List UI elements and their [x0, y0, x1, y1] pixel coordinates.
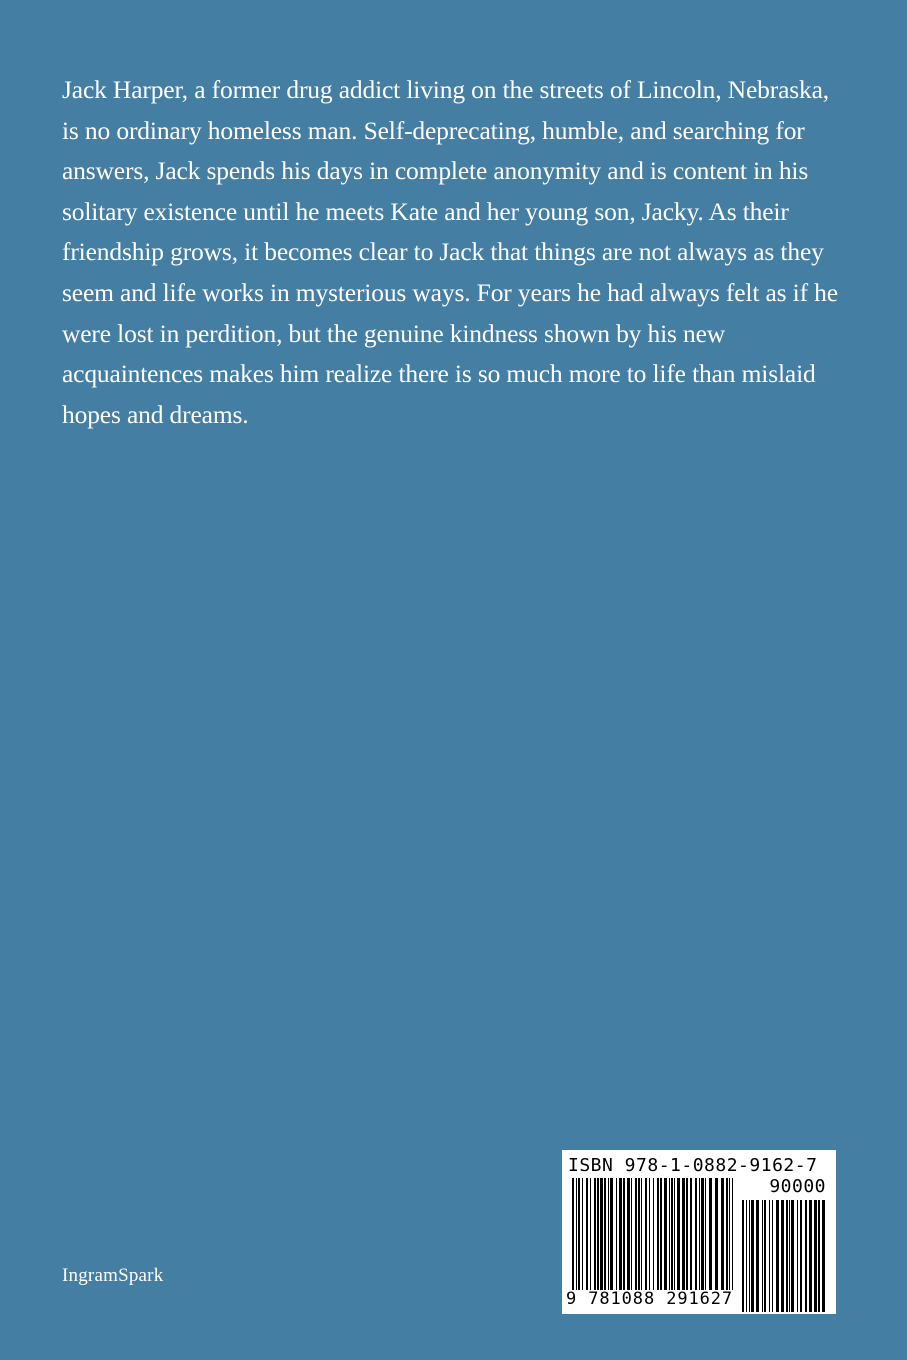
blurb-line: were lost in perdition, but the genuine kindness shown by his new — [62, 318, 726, 348]
barcode-bar — [749, 1200, 750, 1312]
blurb-line: answers, Jack spends his days in complete anonymity and is content in his — [62, 156, 809, 186]
barcode-bar — [690, 1178, 692, 1290]
barcode-bar — [616, 1178, 617, 1290]
barcode-bar — [660, 1178, 662, 1290]
barcode-bar — [764, 1200, 766, 1312]
barcode-bar — [695, 1178, 697, 1290]
barcode-bar — [814, 1200, 817, 1312]
ean-digits: 9 781088 291627 — [566, 1289, 734, 1309]
blurb-line: is no ordinary homeless man. Self-deprecating, humble, and searching for — [62, 115, 805, 145]
barcode-bar — [594, 1178, 596, 1290]
blurb-line: Jack Harper, a former drug addict living on the streets of Lincoln, Nebraska, — [62, 75, 830, 104]
barcode-bar — [701, 1178, 704, 1290]
barcode-bar — [590, 1178, 591, 1290]
barcode-bar — [709, 1178, 712, 1290]
barcode-bar — [572, 1178, 574, 1290]
barcode-bar — [608, 1178, 609, 1290]
publisher-imprint: IngramSpark — [62, 1265, 164, 1286]
barcode-bar — [669, 1178, 670, 1290]
barcode-bar — [635, 1178, 637, 1290]
barcode-bar — [822, 1200, 825, 1312]
price-bars-group — [742, 1200, 825, 1312]
barcode-bar — [786, 1200, 788, 1312]
barcode-bar — [604, 1178, 606, 1290]
barcode-bar — [809, 1200, 812, 1312]
barcode-bar — [800, 1200, 802, 1312]
barcode-bar — [791, 1200, 794, 1312]
barcode-bar — [762, 1200, 763, 1312]
barcode-bar — [674, 1178, 675, 1290]
barcode-bar — [686, 1178, 688, 1290]
barcode-bar — [772, 1200, 773, 1312]
barcode-bar — [726, 1178, 728, 1290]
barcode-bar — [649, 1178, 650, 1290]
isbn-barcode — [562, 1150, 836, 1314]
barcode-bar — [610, 1178, 613, 1290]
barcode-bar — [699, 1178, 700, 1290]
barcode-bar — [597, 1178, 599, 1290]
barcode-bar — [797, 1200, 798, 1312]
barcode-bar — [638, 1178, 640, 1290]
barcode-bar — [641, 1178, 642, 1290]
barcode-bar — [818, 1200, 820, 1312]
blurb-text — [62, 70, 838, 435]
barcode-bar — [586, 1178, 588, 1290]
barcode-bar — [721, 1178, 724, 1290]
barcode-bar — [671, 1178, 673, 1290]
barcode-bar — [677, 1178, 680, 1290]
isbn-label: ISBN 978-1-0882-9162-7 — [568, 1155, 818, 1176]
barcode-bar — [600, 1178, 603, 1290]
barcode-bar — [645, 1178, 647, 1290]
barcode-bar — [576, 1178, 577, 1290]
barcode-bar — [742, 1200, 744, 1312]
barcode-bar — [715, 1178, 718, 1290]
barcode-bar — [746, 1200, 747, 1312]
barcode-bar — [756, 1200, 759, 1312]
barcode-bar — [751, 1200, 754, 1312]
ean-bars-group — [572, 1178, 733, 1290]
barcode-bar — [627, 1178, 630, 1290]
blurb-line: solitary existence until he meets Kate and her young son, Jacky. As their — [62, 196, 789, 226]
barcode-bar — [682, 1178, 685, 1290]
barcode-bar — [776, 1200, 779, 1312]
barcode-bar — [732, 1178, 733, 1290]
barcode-bar — [623, 1178, 625, 1290]
barcode-bar — [578, 1178, 580, 1290]
blurb-line: seem and life works in mysterious ways. For years he had always felt as if he — [62, 277, 838, 307]
barcode-bar — [619, 1178, 622, 1290]
barcode-bar — [705, 1178, 706, 1290]
barcode-bar — [664, 1178, 667, 1290]
barcode-bar — [657, 1178, 659, 1290]
barcode-bar — [653, 1178, 654, 1290]
barcode-bar — [769, 1200, 770, 1312]
blurb-line: acquaintences makes him realize there is so much more to life than mislaid — [62, 359, 816, 389]
barcode-bar — [789, 1200, 790, 1312]
blurb-line: hopes and dreams. — [62, 399, 249, 429]
blurb-line: friendship grows, it becomes clear to Jack that things are not always as they — [62, 237, 824, 267]
barcode-bar — [805, 1200, 807, 1312]
barcode-bar — [781, 1200, 784, 1312]
barcode-bar — [729, 1178, 730, 1290]
barcode-bar — [631, 1178, 632, 1290]
barcode-bar — [582, 1178, 583, 1290]
price-code: 90000 — [769, 1176, 826, 1197]
